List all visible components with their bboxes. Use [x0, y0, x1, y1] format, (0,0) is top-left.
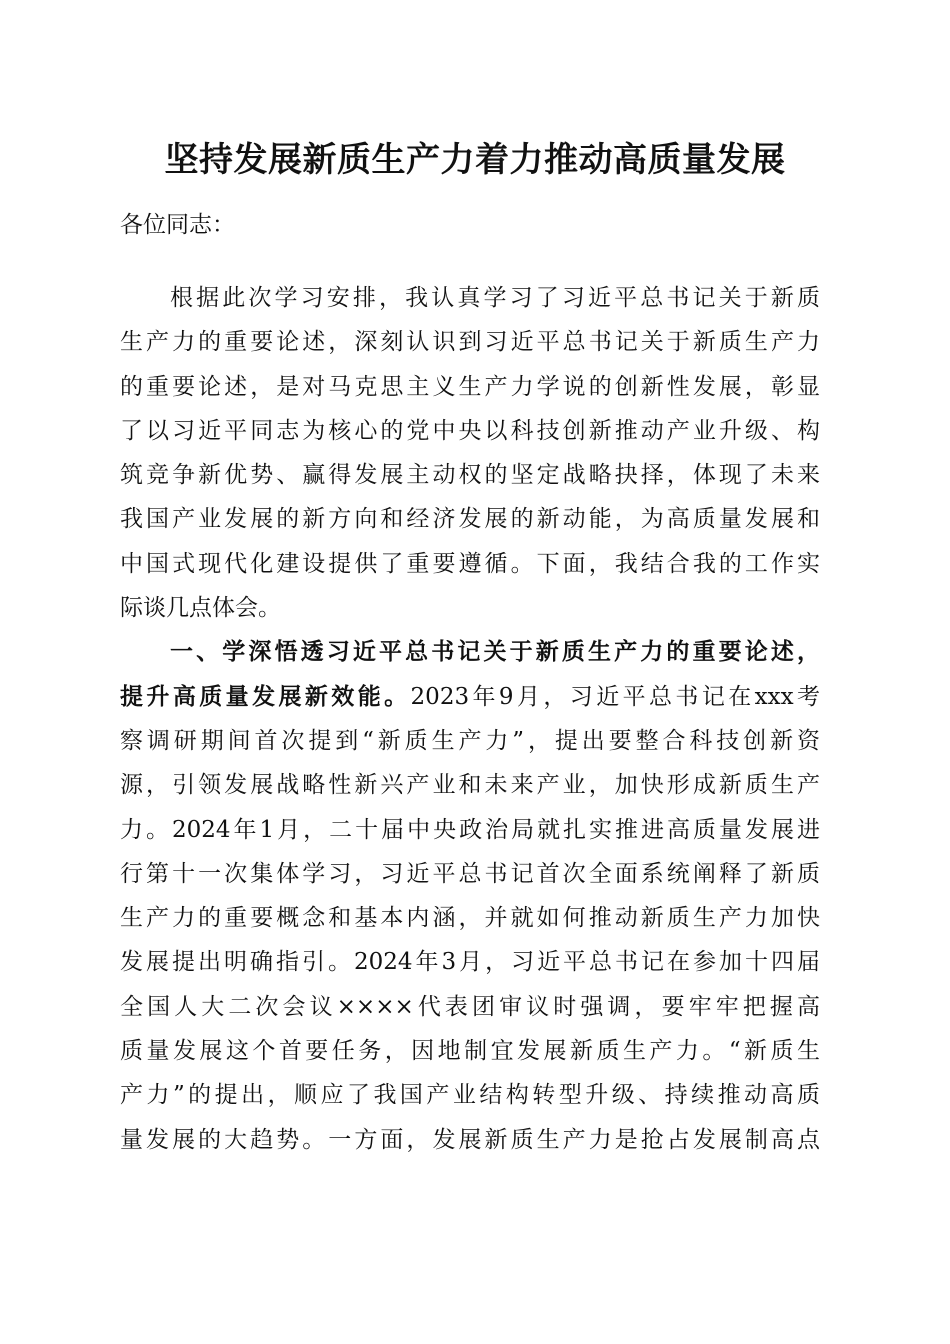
text-line — [120, 1118, 820, 1162]
text-line — [120, 276, 820, 320]
text-line — [120, 763, 820, 807]
text-line — [120, 365, 820, 409]
body-text: 生产力的重要论述，深刻认识到习近平总书记关于新质生产力 — [120, 329, 820, 356]
text-line — [120, 409, 820, 453]
document-title: 坚持发展新质生产力着力推动高质量发展 — [164, 140, 786, 180]
text-line — [120, 852, 820, 896]
body-text: 了以习近平同志为核心的党中央以科技创新推动产业升级、构 — [120, 417, 820, 444]
document-body — [120, 276, 820, 1162]
paragraph — [120, 276, 820, 630]
text-line — [120, 320, 820, 364]
body-text: 生产力的重要概念和基本内涵，并就如何推动新质生产力加快 — [120, 905, 820, 932]
text-line — [120, 1029, 820, 1073]
body-text: 发展提出明确指引。2024年3月，习近平总书记在参加十四届 — [120, 949, 820, 976]
text-line — [120, 586, 820, 630]
body-text: 的重要论述，是对马克思主义生产力学说的创新性发展，彰显 — [120, 373, 820, 400]
body-text: 源，引领发展战略性新兴产业和未来产业，加快形成新质生产 — [120, 772, 820, 799]
text-line — [120, 985, 820, 1029]
body-text: 质量发展这个首要任务，因地制宜发展新质生产力。“新质生 — [120, 1038, 820, 1065]
body-text: 量发展的大趋势。一方面，发展新质生产力是抢占发展制高点 — [120, 1126, 820, 1153]
text-line — [120, 630, 820, 674]
body-text: 力。2024年1月，二十届中央政治局就扎实推进高质量发展进 — [120, 816, 820, 843]
body-text: 2023年9月，习近平总书记在xxx考 — [410, 683, 820, 710]
paragraph — [120, 630, 820, 1162]
text-line — [120, 453, 820, 497]
text-line — [120, 808, 820, 852]
body-text: 中国式现代化建设提供了重要遵循。下面，我结合我的工作实 — [120, 550, 820, 577]
body-text: 我国产业发展的新方向和经济发展的新动能，为高质量发展和 — [120, 506, 820, 533]
heading-text: 一、学深悟透习近平总书记关于新质生产力的重要论述， — [170, 638, 820, 666]
body-text: 产力”的提出，顺应了我国产业结构转型升级、持续推动高质 — [120, 1082, 820, 1109]
text-line — [120, 896, 820, 940]
body-text: 全国人大二次会议××××代表团审议时强调，要牢牢把握高 — [120, 993, 820, 1020]
body-text: 筑竞争新优势、赢得发展主动权的坚定战略抉择，体现了未来 — [120, 462, 820, 489]
body-text: 际谈几点体会。 — [120, 595, 281, 622]
text-line — [120, 940, 820, 984]
text-line — [120, 1073, 820, 1117]
body-text: 行第十一次集体学习，习近平总书记首次全面系统阐释了新质 — [120, 860, 820, 887]
text-line — [120, 497, 820, 541]
body-text: 察调研期间首次提到“新质生产力”，提出要整合科技创新资 — [120, 727, 820, 754]
text-line — [120, 675, 820, 719]
body-text: 根据此次学习安排，我认真学习了习近平总书记关于新质 — [170, 285, 820, 311]
heading-text: 提升高质量发展新效能。 — [120, 682, 411, 710]
text-line — [120, 542, 820, 586]
salutation: 各位同志： — [120, 212, 235, 238]
text-line — [120, 719, 820, 763]
